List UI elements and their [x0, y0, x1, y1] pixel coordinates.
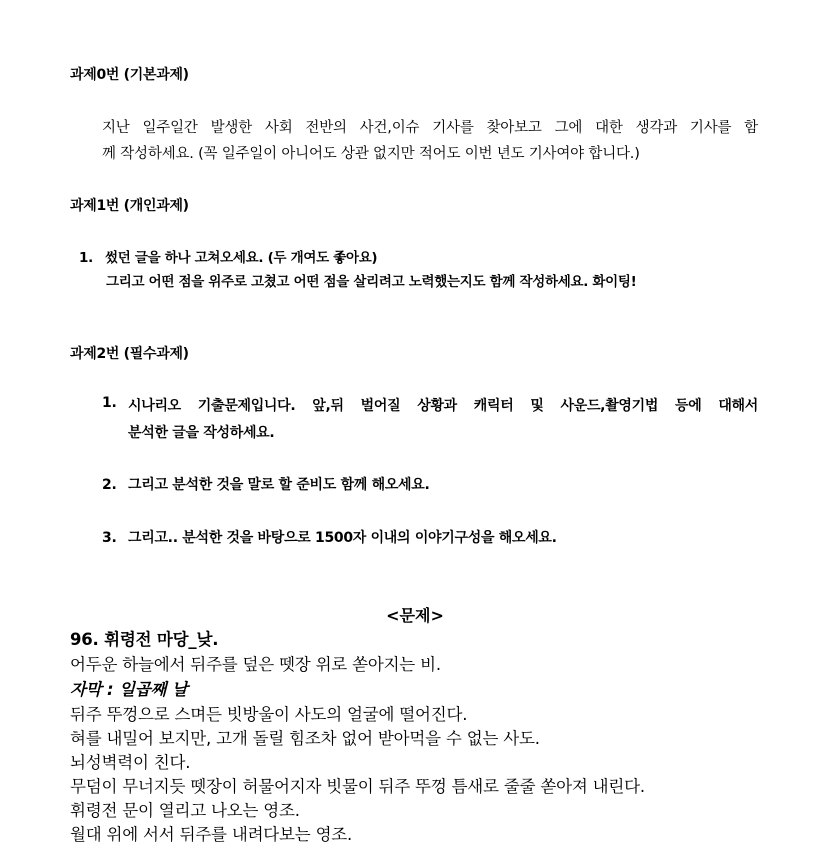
script-line-1: 어두운 하늘에서 뒤주를 덮은 뗏장 위로 쏟아지는 비.: [70, 655, 441, 674]
assignment2-item-2: [102, 474, 430, 494]
list-number: 1.: [102, 395, 117, 411]
assignment0-paragraph-line-2: 께 작성하세요. (꼭 일주일이 아니어도 상관 없지만 적어도 이번 년도 기사여야 합니다.): [102, 146, 640, 162]
list-number: 3.: [102, 530, 117, 546]
script-line-5: 뇌성벽력이 친다.: [70, 753, 191, 772]
script-line-3: 뒤주 뚜껑으로 스며든 빗방울이 사도의 얼굴에 떨어진다.: [70, 705, 468, 724]
script-line-6: 무덤이 무너지듯 뗏장이 허물어지자 빗물이 뒤주 뚜껑 틈새로 줄줄 쏟아져 내린다.: [70, 777, 645, 796]
assignment2-item-1-line-2: 분석한 글을 작성하세요.: [128, 425, 275, 441]
list-number: 2.: [102, 477, 117, 493]
script-line-4: 혀를 내밀어 보지만, 고개 돌릴 힘조차 없어 받아먹을 수 없는 사도.: [70, 729, 540, 748]
assignment1-heading: 과제1번 (개인과제): [70, 198, 189, 214]
script-line-8: 월대 위에 서서 뒤주를 내려다보는 영조.: [70, 825, 353, 844]
script-line-7: 휘령전 문이 열리고 나오는 영조.: [70, 801, 300, 820]
assignment2-item-1: [102, 395, 758, 415]
assignment2-item-1-line-1: 시나리오 기출문제입니다. 앞,뒤 벌어질 상황과 캐릭터 및 사운드,촬영기법 등에 대해서: [128, 398, 758, 414]
list-number: 1.: [79, 250, 93, 266]
assignment1-item-1-line-1: 썼던 글을 하나 고쳐오세요. (두 개여도 좋아요): [105, 250, 378, 266]
assignment2-heading: 과제2번 (필수과제): [70, 346, 189, 362]
assignment1-item-1-line-2: 그리고 어떤 점을 위주로 고쳤고 어떤 점을 살리려고 노력했는지도 함께 작성하세요. 화이팅!: [106, 274, 637, 290]
problem-title: <문제>: [386, 606, 444, 625]
assignment2-item-3-line-1: 그리고.. 분석한 것을 바탕으로 1500자 이내의 이야기구성을 해오세요.: [128, 530, 557, 546]
assignment2-item-3: [102, 527, 557, 547]
assignment0-heading: 과제0번 (기본과제): [70, 67, 189, 83]
script-line-caption: 자막 : 일곱째 날: [70, 680, 188, 699]
assignment2-item-2-line-1: 그리고 분석한 것을 말로 할 준비도 함께 해오세요.: [128, 477, 430, 493]
assignment1-item-1: [79, 246, 377, 266]
assignment0-paragraph-line-1: 지난 일주일간 발생한 사회 전반의 사건,이슈 기사를 찾아보고 그에 대한 생각과 기사를 함: [102, 120, 758, 136]
scene-heading: 96. 휘령전 마당_낮.: [70, 630, 219, 649]
